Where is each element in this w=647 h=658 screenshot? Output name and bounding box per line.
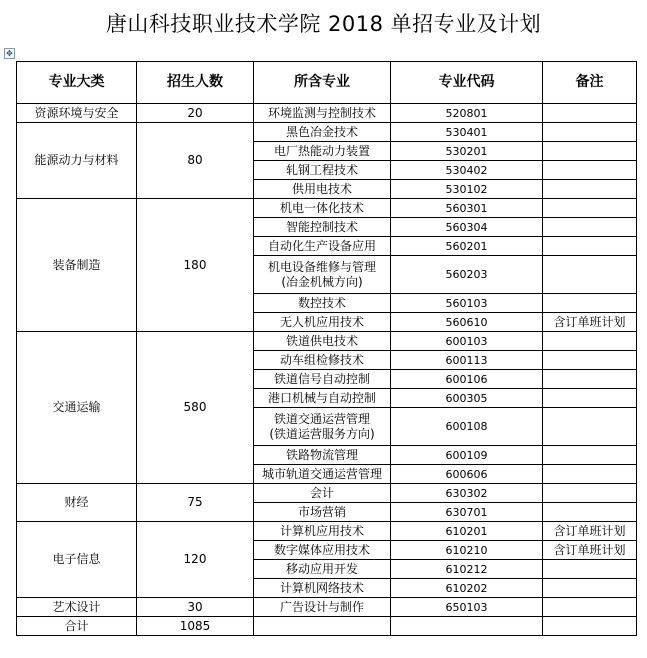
header-major: 所含专业 bbox=[254, 62, 391, 104]
major-code-cell: 560201 bbox=[391, 237, 543, 256]
note-cell bbox=[543, 484, 637, 503]
major-code-cell: 600106 bbox=[391, 370, 543, 389]
major-name: 移动应用开发 bbox=[285, 561, 358, 576]
note-cell bbox=[543, 408, 637, 446]
major-code-cell: 530201 bbox=[391, 142, 543, 161]
major-code-cell: 600305 bbox=[391, 389, 543, 408]
major-cell bbox=[254, 256, 391, 294]
empty-cell bbox=[254, 617, 391, 636]
major-cell bbox=[254, 370, 391, 389]
major-code-cell: 600113 bbox=[391, 351, 543, 370]
major-cell bbox=[254, 503, 391, 522]
major-name: 港口机械与自动控制 bbox=[267, 390, 376, 405]
major-code-cell: 530102 bbox=[391, 180, 543, 199]
header-row bbox=[17, 62, 637, 104]
major-code-cell: 600606 bbox=[391, 465, 543, 484]
category-cell: 财经 bbox=[17, 484, 137, 522]
major-cell bbox=[254, 180, 391, 199]
major-cell bbox=[254, 332, 391, 351]
major-cell bbox=[254, 598, 391, 617]
table-row bbox=[17, 199, 637, 218]
major-cell bbox=[254, 579, 391, 598]
table-row bbox=[17, 484, 637, 503]
note-cell bbox=[543, 161, 637, 180]
table-row bbox=[17, 123, 637, 142]
major-code-cell: 610212 bbox=[391, 560, 543, 579]
major-name: 计算机应用技术 bbox=[279, 523, 364, 538]
major-name: 无人机应用技术 bbox=[279, 314, 364, 329]
total-label: 合计 bbox=[17, 617, 137, 636]
major-direction: (铁道运营服务方向) bbox=[269, 426, 375, 441]
major-cell bbox=[254, 408, 391, 446]
major-name: 市场营销 bbox=[297, 504, 346, 519]
major-code-cell: 600109 bbox=[391, 446, 543, 465]
count-cell: 20 bbox=[137, 104, 254, 123]
major-name: 会计 bbox=[309, 485, 334, 500]
note-cell bbox=[543, 180, 637, 199]
major-cell bbox=[254, 161, 391, 180]
major-code-cell: 630302 bbox=[391, 484, 543, 503]
major-name: 供用电技术 bbox=[291, 181, 352, 196]
header-code: 专业代码 bbox=[391, 62, 543, 104]
note-cell: 含订单班计划 bbox=[543, 541, 637, 560]
note-cell bbox=[543, 370, 637, 389]
major-name: 机电一体化技术 bbox=[279, 200, 364, 215]
major-code-cell: 600108 bbox=[391, 408, 543, 446]
count-cell: 30 bbox=[137, 598, 254, 617]
note-cell bbox=[543, 598, 637, 617]
count-cell: 75 bbox=[137, 484, 254, 522]
major-name: 计算机网络技术 bbox=[279, 580, 364, 595]
major-cell bbox=[254, 237, 391, 256]
major-code-cell: 600103 bbox=[391, 332, 543, 351]
major-code-cell: 610201 bbox=[391, 522, 543, 541]
major-name: 智能控制技术 bbox=[285, 219, 358, 234]
table-row bbox=[17, 104, 637, 123]
major-cell bbox=[254, 294, 391, 313]
major-name: 轧钢工程技术 bbox=[285, 162, 358, 177]
note-cell bbox=[543, 465, 637, 484]
total-count: 1085 bbox=[137, 617, 254, 636]
note-cell bbox=[543, 389, 637, 408]
category-cell: 装备制造 bbox=[17, 199, 137, 332]
note-cell bbox=[543, 351, 637, 370]
empty-cell bbox=[391, 617, 543, 636]
table-row bbox=[17, 598, 637, 617]
major-code-cell: 530401 bbox=[391, 123, 543, 142]
major-cell bbox=[254, 313, 391, 332]
note-cell bbox=[543, 256, 637, 294]
major-name: 数字媒体应用技术 bbox=[273, 542, 370, 557]
major-name: 铁道信号自动控制 bbox=[273, 371, 370, 386]
major-name: 铁路物流管理 bbox=[285, 447, 358, 462]
major-code-cell: 560103 bbox=[391, 294, 543, 313]
table-body bbox=[17, 104, 637, 636]
major-name: 城市轨道交通运营管理 bbox=[261, 466, 382, 481]
major-code-cell: 610210 bbox=[391, 541, 543, 560]
major-code-cell: 520801 bbox=[391, 104, 543, 123]
page-title: 唐山科技职业技术学院 2018 单招专业及计划 bbox=[105, 12, 542, 36]
major-code-cell: 610202 bbox=[391, 579, 543, 598]
major-name: 广告设计与制作 bbox=[279, 599, 364, 614]
count-cell: 120 bbox=[137, 522, 254, 598]
major-code-cell: 530402 bbox=[391, 161, 543, 180]
category-cell: 交通运输 bbox=[17, 332, 137, 484]
note-cell bbox=[543, 199, 637, 218]
major-cell bbox=[254, 560, 391, 579]
count-cell: 180 bbox=[137, 199, 254, 332]
category-cell: 资源环境与安全 bbox=[17, 104, 137, 123]
category-cell: 能源动力与材料 bbox=[17, 123, 137, 199]
major-name: 机电设备维修与管理 bbox=[267, 259, 376, 274]
total-row bbox=[17, 617, 637, 636]
major-code-cell: 560203 bbox=[391, 256, 543, 294]
note-cell: 含订单班计划 bbox=[543, 313, 637, 332]
count-cell: 580 bbox=[137, 332, 254, 484]
note-cell bbox=[543, 503, 637, 522]
major-cell bbox=[254, 218, 391, 237]
major-direction: (冶金机械方向) bbox=[281, 274, 363, 289]
major-cell bbox=[254, 199, 391, 218]
table-move-handle-icon[interactable]: ✥ bbox=[4, 48, 15, 59]
major-cell bbox=[254, 446, 391, 465]
note-cell bbox=[543, 104, 637, 123]
major-code-cell: 560610 bbox=[391, 313, 543, 332]
count-cell: 80 bbox=[137, 123, 254, 199]
header-category: 专业大类 bbox=[17, 62, 137, 104]
major-name: 铁道交通运营管理 bbox=[273, 411, 370, 426]
major-code-cell: 630701 bbox=[391, 503, 543, 522]
table-row bbox=[17, 332, 637, 351]
major-cell bbox=[254, 351, 391, 370]
note-cell bbox=[543, 332, 637, 351]
major-name: 数控技术 bbox=[297, 295, 346, 310]
major-cell bbox=[254, 465, 391, 484]
major-cell bbox=[254, 484, 391, 503]
note-cell bbox=[543, 142, 637, 161]
note-cell bbox=[543, 446, 637, 465]
note-cell bbox=[543, 218, 637, 237]
note-cell bbox=[543, 579, 637, 598]
major-code-cell: 560304 bbox=[391, 218, 543, 237]
major-cell bbox=[254, 541, 391, 560]
enrollment-plan-table bbox=[16, 61, 637, 636]
major-name: 铁道供电技术 bbox=[285, 333, 358, 348]
header-note: 备注 bbox=[543, 62, 637, 104]
major-cell bbox=[254, 104, 391, 123]
note-cell: 含订单班计划 bbox=[543, 522, 637, 541]
table-row bbox=[17, 522, 637, 541]
major-name: 自动化生产设备应用 bbox=[267, 238, 376, 253]
major-name: 电厂热能动力装置 bbox=[273, 143, 370, 158]
note-cell bbox=[543, 294, 637, 313]
major-cell bbox=[254, 142, 391, 161]
major-cell bbox=[254, 123, 391, 142]
category-cell: 艺术设计 bbox=[17, 598, 137, 617]
note-cell bbox=[543, 123, 637, 142]
major-name: 动车组检修技术 bbox=[279, 352, 364, 367]
category-cell: 电子信息 bbox=[17, 522, 137, 598]
major-cell bbox=[254, 522, 391, 541]
empty-cell bbox=[543, 617, 637, 636]
major-cell bbox=[254, 389, 391, 408]
major-code-cell: 560301 bbox=[391, 199, 543, 218]
note-cell bbox=[543, 560, 637, 579]
major-code-cell: 650103 bbox=[391, 598, 543, 617]
major-name: 黑色冶金技术 bbox=[285, 124, 358, 139]
note-cell bbox=[543, 237, 637, 256]
major-name: 环境监测与控制技术 bbox=[267, 105, 376, 120]
header-count: 招生人数 bbox=[137, 62, 254, 104]
